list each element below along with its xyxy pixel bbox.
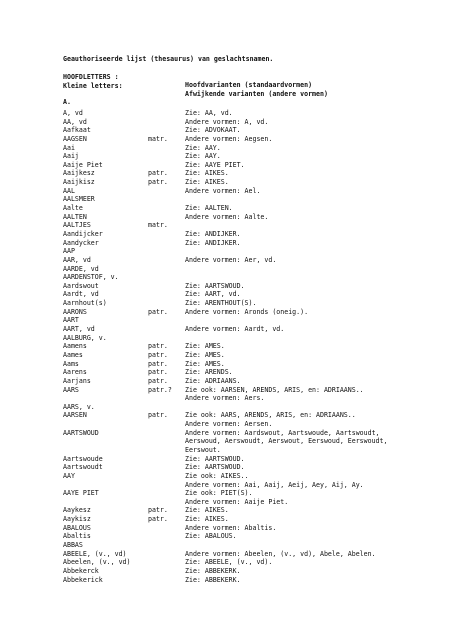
entry-desc: Andere vormen: Aardt, vd.	[185, 325, 285, 334]
entry-desc: Andere vormen: Aersen.	[185, 420, 273, 429]
entry-term: Aarens	[63, 368, 87, 377]
entry-desc: Zie: AAY.	[185, 143, 221, 152]
legend-lowercase-key: Kleine letters:	[63, 81, 123, 90]
list-item	[63, 195, 463, 204]
entry-desc: Andere vormen: Aronds (oneig.).	[185, 307, 309, 316]
entry-term: Aames	[63, 350, 83, 359]
entry-desc: Andere vormen: A, vd.	[185, 117, 269, 126]
list-item	[63, 489, 463, 498]
entry-kind: patr.	[148, 169, 168, 178]
list-item	[63, 265, 463, 274]
entry-term: AALBURG, v.	[63, 333, 107, 342]
entry-term: AART, vd	[63, 325, 95, 334]
entry-term: AARDENSTOF, v.	[63, 273, 119, 282]
entry-term: AALTEN	[63, 212, 87, 221]
entry-desc: Zie: ADVOKAAT.	[185, 126, 241, 135]
entry-desc: Eerswout.	[185, 445, 221, 454]
entry-term: Aardswout	[63, 281, 99, 290]
entry-term: Aaijkesz	[63, 169, 95, 178]
entry-term: Aarnhout(s)	[63, 299, 107, 308]
entry-term: AAR, vd	[63, 255, 91, 264]
list-item	[63, 351, 463, 360]
list-item	[63, 299, 463, 308]
entry-term: Aartswoudt	[63, 463, 103, 472]
entry-desc: Zie: AARTSWOUD.	[185, 281, 245, 290]
entry-term: AART	[63, 316, 79, 325]
list-item	[63, 429, 463, 438]
entry-term: Aardt, vd	[63, 290, 99, 299]
entry-desc: Zie: AIKES.	[185, 178, 229, 187]
list-item	[63, 290, 463, 299]
entry-desc: Zie: AAY.	[185, 152, 221, 161]
list-item	[63, 126, 463, 135]
entry-desc: Andere vormen: Ael.	[185, 186, 261, 195]
entry-desc: Aerswoud, Aerswoudt, Aerswout, Eerswoud, Eerswoudt,	[185, 437, 388, 446]
entry-desc: Zie: AALTEN.	[185, 204, 233, 213]
list-item	[63, 316, 463, 325]
entry-kind: matr.	[148, 221, 168, 230]
entry-desc: Andere vormen: Abeelen, (v., vd), Abele, Abelen.	[185, 549, 376, 558]
entry-desc: Andere vormen: Aers.	[185, 394, 265, 403]
entry-desc: Zie: AIKES.	[185, 169, 229, 178]
entry-desc: Zie: ARENDS.	[185, 368, 233, 377]
list-item	[63, 532, 463, 541]
list-item	[63, 541, 463, 550]
legend-uppercase-key: HOOFDLETTERS :	[63, 72, 119, 81]
entry-kind: patr.	[148, 411, 168, 420]
entry-desc: Zie: AIKES.	[185, 506, 229, 515]
list-item	[63, 256, 463, 265]
entry-term: ABALOUS	[63, 523, 91, 532]
list-item	[63, 169, 463, 178]
list-item	[63, 178, 463, 187]
list-item	[63, 161, 463, 170]
list-item	[63, 204, 463, 213]
entry-desc: Zie: ABALOUS.	[185, 532, 237, 541]
entry-term: AAYE PIET	[63, 489, 99, 498]
list-item	[63, 446, 463, 455]
entry-kind: patr.	[148, 342, 168, 351]
list-item	[63, 498, 463, 507]
entry-kind: patr.	[148, 506, 168, 515]
header-title	[63, 55, 274, 64]
entry-kind: patr.	[148, 376, 168, 385]
list-item	[63, 187, 463, 196]
entry-term: Aaykesz	[63, 506, 91, 515]
entry-desc: Zie ook: AIKES..	[185, 471, 249, 480]
entry-kind: patr.	[148, 359, 168, 368]
entry-term: Abbekerick	[63, 575, 103, 584]
entry-desc: Zie: ARENTHOUT(S).	[185, 299, 257, 308]
list-item	[63, 273, 463, 282]
entry-term: AA, vd	[63, 117, 87, 126]
list-item	[63, 567, 463, 576]
entry-term: AALTJES	[63, 221, 91, 230]
entry-term: AARTSWOUD	[63, 428, 99, 437]
entry-desc: Andere vormen: Aai, Aaij, Aeij, Aey, Aij, Ay.	[185, 480, 364, 489]
list-item	[63, 472, 463, 481]
entry-desc: Zie: ABBEKERK.	[185, 575, 241, 584]
entry-desc: Andere vormen: Aardswout, Aartswoude, Aartswoudt,	[185, 428, 380, 437]
list-item	[63, 109, 463, 118]
entry-term: Aalte	[63, 204, 83, 213]
list-item	[63, 144, 463, 153]
list-item	[63, 403, 463, 412]
entry-term: AARSEN	[63, 411, 87, 420]
entry-term: AAL	[63, 186, 75, 195]
entry-desc: Andere vormen: Aer, vd.	[185, 255, 277, 264]
list-item	[63, 247, 463, 256]
list-item	[63, 411, 463, 420]
legend-lowercase-value: Afwijkende varianten (andere vormen)	[185, 90, 328, 99]
list-item	[63, 118, 463, 127]
list-item	[63, 377, 463, 386]
entry-term: Aaije Piet	[63, 160, 103, 169]
entry-kind: patr.	[148, 350, 168, 359]
list-item	[63, 360, 463, 369]
entry-term: Abeelen, (v., vd)	[63, 558, 131, 567]
entry-kind: patr.?	[148, 385, 172, 394]
entry-desc: Zie: ABBEKERK.	[185, 566, 241, 575]
list-item	[63, 524, 463, 533]
entry-desc: Andere vormen: Aalte.	[185, 212, 269, 221]
list-item	[63, 550, 463, 559]
entry-term: AALSMEER	[63, 195, 95, 204]
list-item	[63, 239, 463, 248]
entry-desc: Zie: ABEELE, (v., vd).	[185, 558, 273, 567]
list-item	[63, 325, 463, 334]
entry-desc: Andere vormen: Aaije Piet.	[185, 497, 289, 506]
entry-desc: Zie: AARTSWOUD.	[185, 463, 245, 472]
entry-kind: patr.	[148, 368, 168, 377]
entry-term: A, vd	[63, 109, 83, 117]
entry-term: ABBAS	[63, 541, 83, 550]
entry-term: Aandijcker	[63, 229, 103, 238]
list-item	[63, 308, 463, 317]
entry-term: Aandycker	[63, 238, 99, 247]
entry-desc: Zie: AMES.	[185, 342, 225, 351]
entry-term: ABEELE, (v., vd)	[63, 549, 127, 558]
legend-uppercase-value: Hoofdvarianten (standaardvormen)	[185, 81, 313, 90]
list-item	[63, 221, 463, 230]
entry-term: AAGSEN	[63, 134, 87, 143]
list-item	[63, 230, 463, 239]
list-item	[63, 437, 463, 446]
entry-desc: Zie: AMES.	[185, 350, 225, 359]
entry-kind: patr.	[148, 178, 168, 187]
entry-term: AAP	[63, 247, 75, 256]
entry-term: Aartswoude	[63, 454, 103, 463]
entry-desc: Zie: AARTSWOUD.	[185, 454, 245, 463]
entry-term: Aaij	[63, 152, 79, 161]
entry-desc: Zie: AART, vd.	[185, 290, 241, 299]
entry-kind: patr.	[148, 307, 168, 316]
entry-term: Aams	[63, 359, 79, 368]
list-item	[63, 282, 463, 291]
entry-term: Aaijkisz	[63, 178, 95, 187]
list-item	[63, 506, 463, 515]
list-item	[63, 515, 463, 524]
entry-term: Abbekerck	[63, 566, 99, 575]
entry-desc: Zie: ANDIJKER.	[185, 238, 241, 247]
entry-term: AARDE, vd	[63, 264, 99, 273]
entry-desc: Andere vormen: Aegsen.	[185, 134, 273, 143]
header-title-text: Geauthoriseerde lijst (thesaurus) van geslachtsnamen.	[63, 55, 274, 63]
entry-term: Aarjans	[63, 376, 91, 385]
entry-term: Aai	[63, 143, 75, 152]
list-item	[63, 368, 463, 377]
entry-kind: matr.	[148, 134, 168, 143]
entry-term: Aamens	[63, 342, 87, 351]
entry-desc: Zie: AIKES.	[185, 515, 229, 524]
list-item	[63, 394, 463, 403]
entry-kind: patr.	[148, 515, 168, 524]
list-item	[63, 334, 463, 343]
list-item	[63, 342, 463, 351]
list-item	[63, 576, 463, 585]
entry-desc: Zie ook: PIET(S).	[185, 489, 253, 498]
entry-term: AARS	[63, 385, 79, 394]
entry-term: AARONS	[63, 307, 87, 316]
entry-list	[63, 109, 463, 584]
entry-desc: Zie: ADRIAANS.	[185, 376, 241, 385]
entry-desc: Zie: AAYE PIET.	[185, 160, 245, 169]
entry-desc: Zie: AA, vd.	[185, 109, 233, 117]
list-item	[63, 152, 463, 161]
entry-term: Abaltis	[63, 532, 91, 541]
list-item	[63, 213, 463, 222]
list-item	[63, 463, 463, 472]
list-item	[63, 481, 463, 490]
entry-term: AAY	[63, 471, 75, 480]
entry-desc: Zie ook: AARS, ARENDS, ARIS, en: ADRIAANS..	[185, 411, 356, 420]
document-header	[63, 55, 328, 99]
entry-desc: Zie: ANDIJKER.	[185, 229, 241, 238]
entry-desc: Zie: AMES.	[185, 359, 225, 368]
list-item	[63, 386, 463, 395]
list-item	[63, 135, 463, 144]
entry-term: Aafkaat	[63, 126, 91, 135]
entry-desc: Andere vormen: Abaltis.	[185, 523, 277, 532]
list-item	[63, 420, 463, 429]
list-item	[63, 455, 463, 464]
section-letter: A.	[63, 98, 71, 106]
entry-term: Aaykisz	[63, 515, 91, 524]
entry-term: AARS, v.	[63, 402, 95, 411]
entry-desc: Zie ook: AARSEN, ARENDS, ARIS, en: ADRIAANS..	[185, 385, 364, 394]
list-item	[63, 558, 463, 567]
